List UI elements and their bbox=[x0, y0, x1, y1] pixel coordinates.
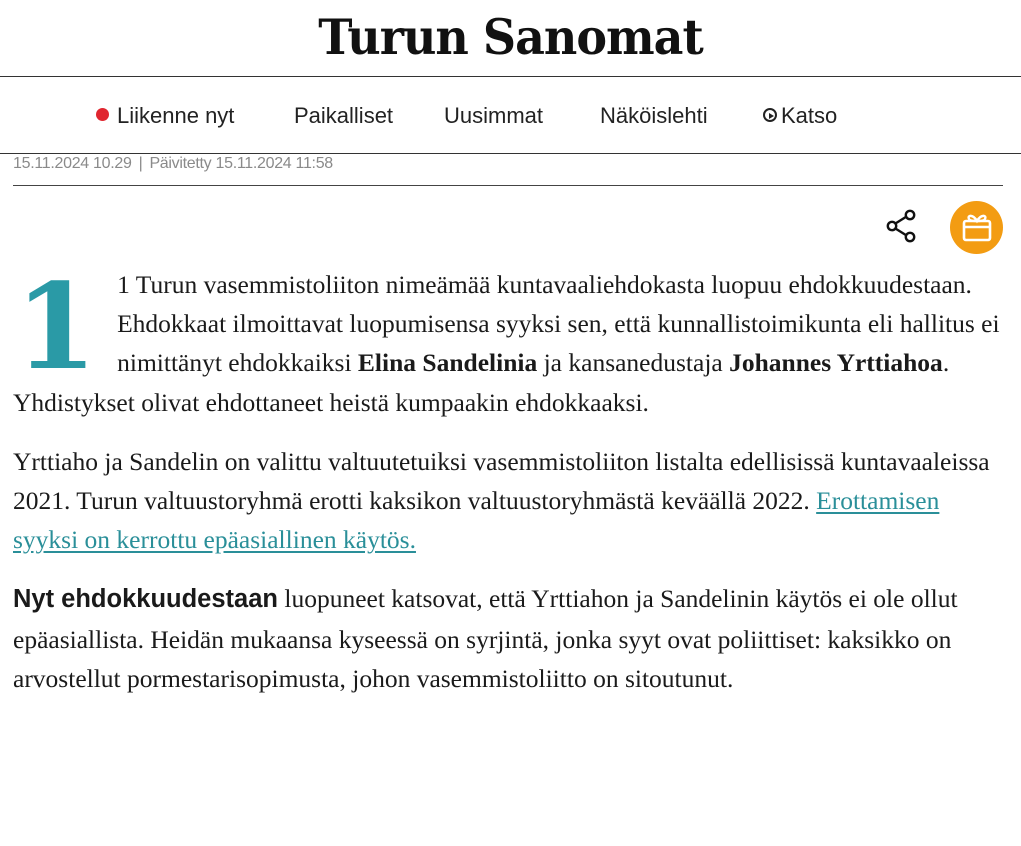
nav-item-nakoislehti[interactable] bbox=[600, 101, 708, 131]
paragraph-text: luopuneet katsovat, että Yrttiahon ja Sandelinin käytös ei ole ollut epäasiallista. Heidän mukaansa kyseessä on syrjintä, jonka syyt ovat poliittiset: kaksikko on arvostellut pormestarisopimusta, johon vasemmistoliitto on sitoutunut. bbox=[13, 584, 958, 693]
nav-item-paikalliset[interactable] bbox=[294, 101, 393, 131]
article-meta bbox=[13, 154, 1003, 186]
paragraph-lead-in: Nyt ehdokkuudestaan bbox=[13, 585, 278, 614]
paragraph-text: ja kansanedustaja bbox=[537, 348, 730, 378]
related-article-link[interactable]: Erottamisen syyksi on kerrottu epäasiallinen käytös. bbox=[13, 486, 940, 555]
nav-item-label: Paikalliset bbox=[294, 103, 394, 128]
nav-item-katso[interactable] bbox=[763, 101, 837, 131]
paragraph-text: Yrttiaho ja Sandelin on valittu valtuutetuiksi vasemmistoliiton listalta edellisissä kuntavaaleissa 2021. Turun valtuustoryhmä erotti kaksikon valtuustoryhmästä keväällä 2022. bbox=[13, 446, 990, 516]
drop-cap: 1 bbox=[15, 257, 98, 396]
article-paragraph bbox=[13, 442, 1003, 560]
article-paragraph bbox=[13, 257, 1003, 422]
meta-separator: | bbox=[138, 155, 143, 172]
article-paragraph bbox=[13, 579, 1003, 698]
paragraph-text: . Yhdistykset olivat ehdottaneet heistä kumpaakin ehdokkaaksi. bbox=[13, 348, 950, 417]
main-nav bbox=[0, 77, 1021, 154]
article-body bbox=[13, 257, 1003, 718]
nav-item-label: Uusimmat bbox=[444, 103, 544, 128]
published-timestamp: 15.11.2024 10.29 bbox=[13, 155, 132, 172]
nav-item-uusimmat[interactable] bbox=[444, 101, 543, 131]
play-circle-icon bbox=[763, 108, 777, 122]
nav-item-label: Liikenne nyt bbox=[117, 103, 235, 128]
person-name-johannes-yrttiaho: Johannes Yrttiahoa bbox=[729, 348, 943, 378]
share-icon[interactable] bbox=[884, 208, 920, 244]
gift-icon bbox=[960, 210, 994, 244]
person-name-elina-sandelin: Elina Sandelinia bbox=[357, 348, 538, 378]
site-logo[interactable]: Turun Sanomat bbox=[318, 8, 703, 66]
nav-item-label: Näköislehti bbox=[600, 103, 708, 128]
nav-item-label: Katso bbox=[781, 103, 838, 128]
paragraph-text: 1 Turun vasemmistoliiton nimeämää kuntavaaliehdokasta luopuu ehdokkuudestaan. Ehdokkaat ilmoittavat luopumisensa syyksi sen, että kunnallistoimikunta eli hallitus ei nimittänyt ehdokkaiksi bbox=[117, 270, 1000, 378]
nav-item-liikenne-nyt[interactable] bbox=[96, 101, 234, 131]
masthead bbox=[0, 0, 1021, 77]
gift-article-button[interactable] bbox=[950, 201, 1003, 254]
updated-timestamp: Päivitetty 15.11.2024 11:58 bbox=[149, 155, 333, 172]
live-dot-icon bbox=[96, 108, 109, 121]
